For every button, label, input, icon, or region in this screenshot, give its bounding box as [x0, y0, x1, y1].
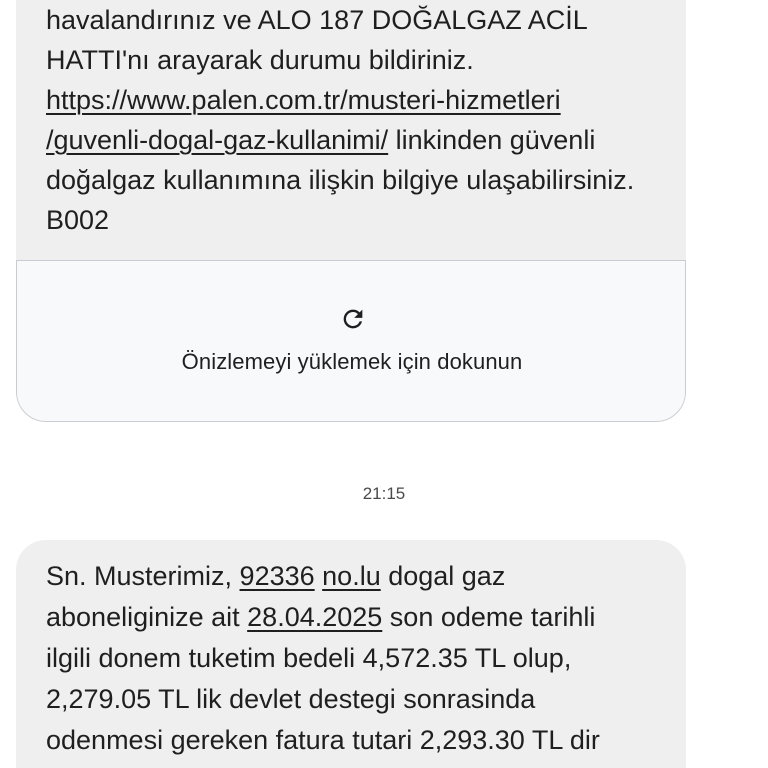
message-line: odenmesi gereken fatura tutari 2,293.30 TL dir	[46, 725, 600, 755]
no-lu-link[interactable]: no.lu	[322, 561, 381, 591]
message-body	[46, 0, 676, 240]
message-line: HATTI'nı arayarak durumu bildiriniz.	[46, 45, 474, 75]
message-bubble-incoming[interactable]	[16, 0, 686, 422]
message-link[interactable]: https://www.palen.com.tr/musteri-hizmetleri	[46, 85, 561, 115]
message-text-after-link: linkinden güvenli	[388, 125, 596, 155]
link-preview-card[interactable]	[16, 260, 686, 422]
message-link-continued[interactable]: /guvenli-dogal-gaz-kullanimi/	[46, 125, 389, 155]
message-line: havalandırınız ve ALO 187 DOĞALGAZ ACİL	[46, 5, 588, 35]
message-line: doğalgaz kullanımına ilişkin bilgiye ulaşabilirsiniz.	[46, 165, 635, 195]
due-date-link[interactable]: 28.04.2025	[247, 602, 383, 632]
message-text: aboneliginize ait	[46, 602, 248, 632]
message-body	[46, 556, 676, 761]
message-text: son odeme tarihli	[382, 602, 596, 632]
message-text: Sn. Musterimiz,	[46, 561, 240, 591]
message-line: ilgili donem tuketim bedeli 4,572.35 TL olup,	[46, 643, 572, 673]
message-text: dogal gaz	[380, 561, 506, 591]
message-bubble-incoming[interactable]	[16, 540, 686, 768]
preview-load-label: Önizlemeyi yüklemek için dokunun	[181, 349, 523, 374]
refresh-icon	[339, 305, 367, 333]
message-timestamp: 21:15	[362, 484, 406, 503]
subscriber-number-link[interactable]: 92336	[239, 561, 315, 591]
message-line: 2,279.05 TL lik devlet destegi sonrasinda	[46, 684, 536, 714]
message-line: B002	[46, 205, 110, 235]
